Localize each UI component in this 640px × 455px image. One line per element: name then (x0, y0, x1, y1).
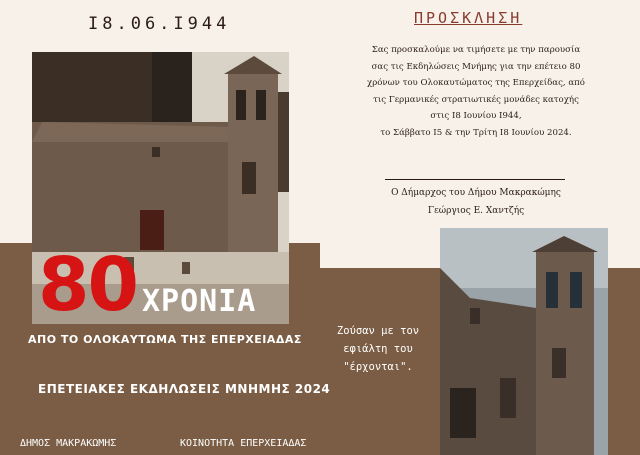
events-title: ΕΠΕΤΕΙΑΚΕΣ ΕΚΔΗΛΩΣΕΙΣ ΜΝΗΜΗΣ 2024 (38, 382, 331, 396)
footer-community: ΚΟΙΝΟΤΗΤΑ ΕΠΕΡΧΕΙΑΔΑΣ (180, 438, 307, 449)
signature-role: Ο Δήμαρχος του Δήμου Μακρακώμης (391, 188, 561, 198)
quote-line: εφιάλτη του (343, 343, 413, 355)
bell-tower-photo (440, 228, 608, 455)
invitation-line: το Σάββατο I5 & την Τρίτη I8 Ιουνίου 2024. (380, 127, 572, 138)
signature-divider (385, 179, 565, 180)
quote-line: Ζούσαν με τον (336, 325, 420, 337)
anniversary-number: 80 (38, 242, 137, 328)
quote-line: "έρχονται". (343, 361, 413, 373)
bell-tower-photo-image (440, 228, 608, 455)
invitation-line: στις I8 Ιουνίου I944, (430, 111, 522, 121)
invitation-body (326, 42, 626, 141)
invitation-line: σας τις Εκδηλώσεις Μνήμης για την επέτειο 80 (371, 61, 581, 72)
poster-subtitle: ΑΠΟ ΤΟ ΟΛΟΚΑΥΤΩΜΑ ΤΗΣ ΕΠΕΡΧΕΙΑΔΑΣ (28, 333, 302, 346)
invitation-title: ΠΡΟΣΚΛΗΣΗ (414, 9, 523, 27)
footer-municipality: ΔΗΜΟΣ ΜΑΚΡΑΚΩΜΗΣ (20, 438, 117, 449)
invitation-line: χρόνων του Ολοκαυτώματος της Επερχείδας, από (367, 78, 585, 88)
anniversary-word: ΧΡΟΝΙΑ (142, 284, 257, 319)
signature-name: Γεώργιος Ε. Χαντζής (427, 206, 525, 216)
quote-text (322, 322, 434, 376)
invitation-line: Σας προσκαλούμε να τιμήσετε με την παρουσία (371, 45, 581, 55)
invitation-line: τις Γερμανικές στρατιωτικές μονάδες κατοχής (373, 94, 579, 105)
event-date: I8.06.I944 (88, 14, 231, 34)
